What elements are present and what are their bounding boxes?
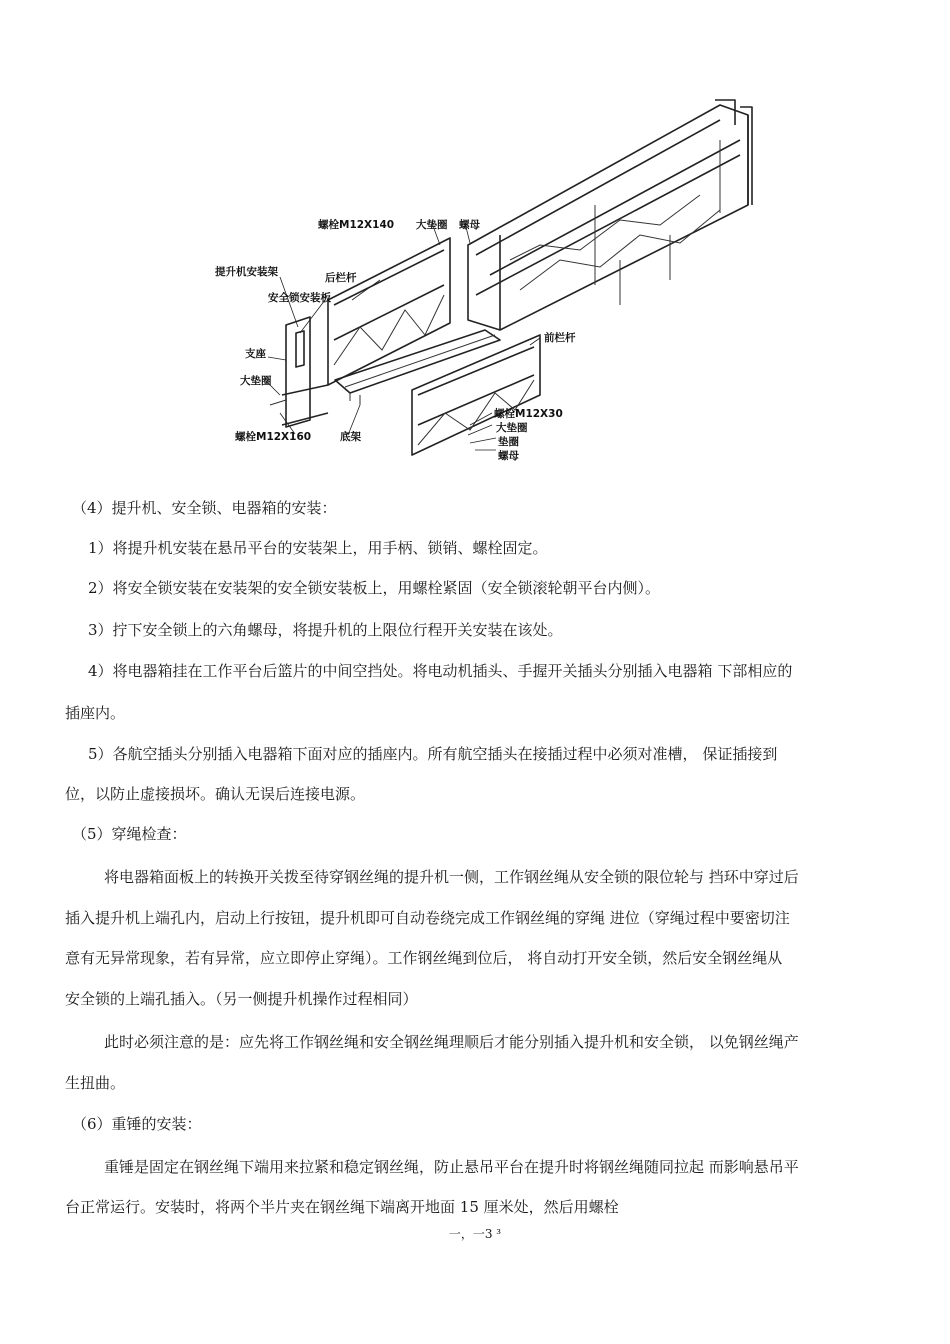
page-number: 一，一3 ³ (448, 1227, 502, 1241)
label-nut-top: 螺母 (459, 219, 480, 231)
section-4-item-4-line-2: 插座内。 (65, 704, 126, 722)
label-rear-rail: 后栏杆 (325, 272, 357, 284)
label-bolt-m12x30: 螺栓M12X30 (494, 408, 563, 420)
hoist-mount-drawing (270, 317, 328, 427)
label-support: 支座 (245, 348, 266, 360)
section-6-para-1-line-2: 台正常运行。安装时，将两个半片夹在钢丝绳下端离开地面 15 厘米处，然后用螺栓 (65, 1198, 619, 1216)
assembled-platform-drawing (468, 100, 752, 330)
section-4-item-1: 1）将提升机安装在悬吊平台的安装架上，用手柄、锁销、螺栓固定。 (88, 539, 548, 557)
section-5-title: （5）穿绳检查： (72, 825, 187, 843)
label-washer: 垫圈 (498, 436, 519, 448)
rear-rail-drawing (328, 238, 450, 385)
section-5-para-2-line-2: 生扭曲。 (65, 1074, 126, 1092)
section-5-para-1-line-4: 安全锁的上端孔插入。（另一侧提升机操作过程相同） (65, 990, 418, 1008)
label-hoist-mount: 提升机安装架 (215, 266, 278, 278)
section-4-item-5-line-2: 位，以防止虚接损坏。确认无误后连接电源。 (65, 785, 366, 803)
label-front-rail: 前栏杆 (544, 332, 576, 344)
section-5-para-1-line-1: 将电器箱面板上的转换开关拨至待穿钢丝绳的提升机一侧，工作钢丝绳从安全锁的限位轮与 挡环中穿过后 (104, 868, 799, 886)
label-safety-lock-plate: 安全锁安装板 (268, 292, 331, 304)
section-4-item-3: 3）拧下安全锁上的六角螺母，将提升机的上限位行程开关安装在该处。 (88, 621, 563, 639)
front-rail-drawing (412, 335, 540, 455)
label-big-washer-bottom: 大垫圈 (496, 422, 528, 434)
label-big-washer-top: 大垫圈 (416, 219, 448, 231)
base-frame-drawing (335, 330, 500, 405)
label-nut-bottom: 螺母 (498, 450, 519, 462)
label-bolt-m12x160: 螺栓M12X160 (235, 431, 312, 443)
label-base-frame: 底架 (340, 431, 361, 443)
label-big-washer-left: 大垫圈 (240, 375, 272, 387)
section-4-item-4-line-1: 4）将电器箱挂在工作平台后篮片的中间空挡处。将电动机插头、手握开关插头分别插入电器箱 下部相应的 (88, 662, 793, 680)
assembly-diagram (200, 95, 770, 470)
section-5-para-1-line-2: 插入提升机上端孔内，启动上行按钮，提升机即可自动卷绕完成工作钢丝绳的穿绳 进位（穿绳过程中要密切注 (65, 909, 790, 927)
label-bolt-m12x140: 螺栓M12X140 (318, 219, 395, 231)
section-4-item-5-line-1: 5）各航空插头分别插入电器箱下面对应的插座内。所有航空插头在接插过程中必须对准槽， 保证插接到 (88, 745, 778, 763)
section-4-title: （4）提升机、安全锁、电器箱的安装： (72, 499, 337, 517)
platform-assembly-figure (200, 95, 770, 470)
section-5-para-1-line-3: 意有无异常现象，若有异常，应立即停止穿绳）。工作钢丝绳到位后， 将自动打开安全锁，然后安全钢丝绳从 (65, 949, 783, 967)
section-6-para-1-line-1: 重锤是固定在钢丝绳下端用来拉紧和稳定钢丝绳，防止悬吊平台在提升时将钢丝绳随同拉起 而影响悬吊平 (104, 1158, 799, 1176)
section-4-item-2: 2）将安全锁安装在安装架的安全锁安装板上，用螺栓紧固（安全锁滚轮朝平台内侧）。 (88, 579, 661, 597)
section-6-title: （6）重锤的安装： (72, 1115, 202, 1133)
section-5-para-2-line-1: 此时必须注意的是：应先将工作钢丝绳和安全钢丝绳理顺后才能分别插入提升机和安全锁， 以免钢丝绳产 (104, 1033, 799, 1051)
